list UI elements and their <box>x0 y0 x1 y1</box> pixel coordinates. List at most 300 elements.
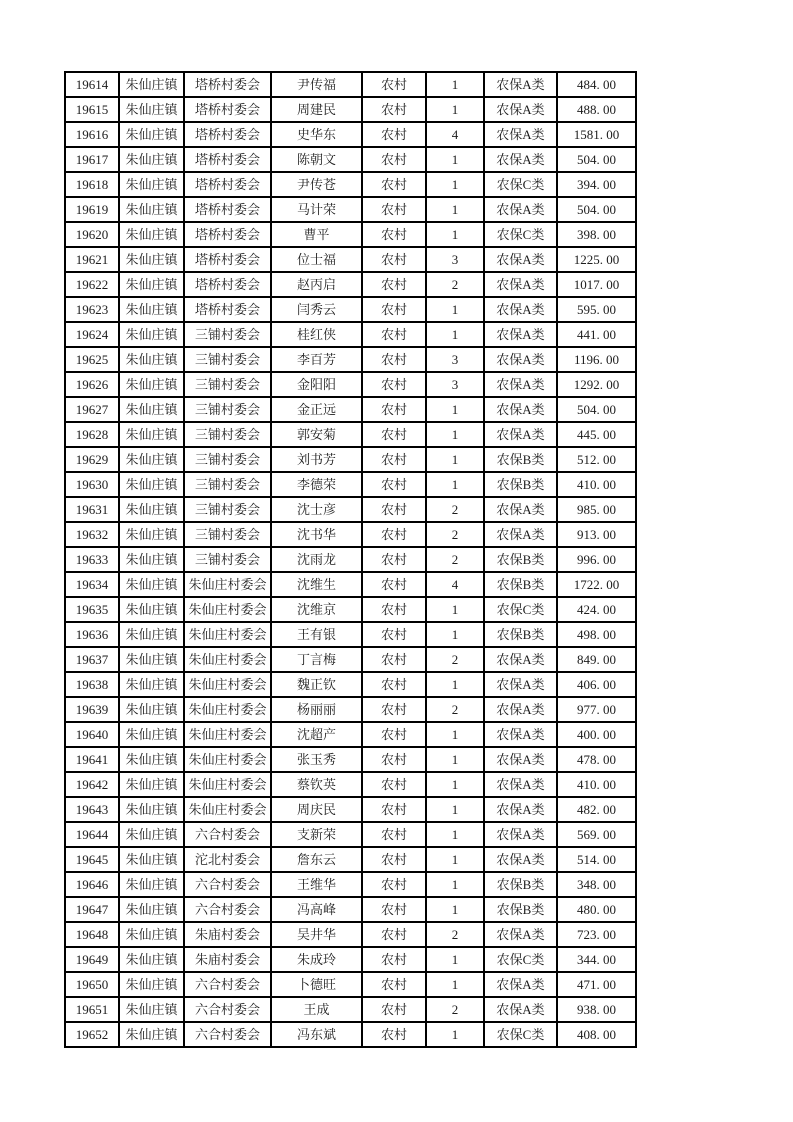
cell-amount: 514. 00 <box>557 847 636 872</box>
cell-category: 农保B类 <box>484 447 557 472</box>
cell-seq: 19639 <box>65 697 119 722</box>
cell-seq: 19622 <box>65 272 119 297</box>
cell-count: 1 <box>426 447 484 472</box>
cell-amount: 504. 00 <box>557 197 636 222</box>
cell-town: 朱仙庄镇 <box>119 147 184 172</box>
cell-amount: 424. 00 <box>557 597 636 622</box>
cell-amount: 1292. 00 <box>557 372 636 397</box>
table-row <box>65 422 636 447</box>
cell-name: 支新荣 <box>271 822 362 847</box>
cell-seq: 19618 <box>65 172 119 197</box>
cell-name: 詹东云 <box>271 847 362 872</box>
cell-count: 3 <box>426 247 484 272</box>
cell-category: 农保A类 <box>484 847 557 872</box>
cell-seq: 19626 <box>65 372 119 397</box>
cell-category: 农保B类 <box>484 622 557 647</box>
cell-village: 塔桥村委会 <box>184 97 271 122</box>
cell-amount: 504. 00 <box>557 147 636 172</box>
cell-seq: 19619 <box>65 197 119 222</box>
cell-town: 朱仙庄镇 <box>119 647 184 672</box>
cell-category: 农保A类 <box>484 247 557 272</box>
cell-residence: 农村 <box>362 872 426 897</box>
cell-category: 农保A类 <box>484 722 557 747</box>
cell-name: 吴井华 <box>271 922 362 947</box>
cell-residence: 农村 <box>362 547 426 572</box>
cell-seq: 19638 <box>65 672 119 697</box>
cell-residence: 农村 <box>362 222 426 247</box>
cell-town: 朱仙庄镇 <box>119 622 184 647</box>
table-row <box>65 397 636 422</box>
table-row <box>65 197 636 222</box>
cell-town: 朱仙庄镇 <box>119 572 184 597</box>
cell-village: 朱仙庄村委会 <box>184 797 271 822</box>
cell-amount: 938. 00 <box>557 997 636 1022</box>
cell-village: 朱仙庄村委会 <box>184 622 271 647</box>
cell-village: 三铺村委会 <box>184 522 271 547</box>
cell-category: 农保A类 <box>484 422 557 447</box>
cell-seq: 19644 <box>65 822 119 847</box>
cell-town: 朱仙庄镇 <box>119 772 184 797</box>
cell-count: 2 <box>426 272 484 297</box>
cell-count: 1 <box>426 322 484 347</box>
cell-count: 1 <box>426 597 484 622</box>
cell-count: 1 <box>426 472 484 497</box>
cell-count: 4 <box>426 572 484 597</box>
cell-town: 朱仙庄镇 <box>119 672 184 697</box>
cell-residence: 农村 <box>362 97 426 122</box>
table-body <box>65 72 636 1047</box>
table-row <box>65 872 636 897</box>
table-row <box>65 372 636 397</box>
cell-count: 1 <box>426 897 484 922</box>
cell-category: 农保A类 <box>484 322 557 347</box>
cell-village: 朱仙庄村委会 <box>184 647 271 672</box>
cell-name: 王维华 <box>271 872 362 897</box>
cell-name: 赵丙启 <box>271 272 362 297</box>
cell-name: 曹平 <box>271 222 362 247</box>
cell-seq: 19648 <box>65 922 119 947</box>
cell-residence: 农村 <box>362 472 426 497</box>
cell-name: 丁言梅 <box>271 647 362 672</box>
cell-name: 金阳阳 <box>271 372 362 397</box>
cell-category: 农保A类 <box>484 672 557 697</box>
cell-residence: 农村 <box>362 197 426 222</box>
cell-category: 农保A类 <box>484 772 557 797</box>
cell-seq: 19628 <box>65 422 119 447</box>
cell-name: 李德荣 <box>271 472 362 497</box>
cell-village: 三铺村委会 <box>184 322 271 347</box>
cell-village: 塔桥村委会 <box>184 147 271 172</box>
cell-category: 农保A类 <box>484 272 557 297</box>
cell-village: 六合村委会 <box>184 997 271 1022</box>
cell-seq: 19632 <box>65 522 119 547</box>
cell-amount: 985. 00 <box>557 497 636 522</box>
table-row <box>65 247 636 272</box>
cell-amount: 344. 00 <box>557 947 636 972</box>
cell-residence: 农村 <box>362 622 426 647</box>
table-row <box>65 97 636 122</box>
table-row <box>65 597 636 622</box>
cell-count: 3 <box>426 347 484 372</box>
cell-name: 沈维生 <box>271 572 362 597</box>
cell-village: 三铺村委会 <box>184 347 271 372</box>
cell-category: 农保A类 <box>484 397 557 422</box>
cell-town: 朱仙庄镇 <box>119 322 184 347</box>
cell-name: 金正远 <box>271 397 362 422</box>
cell-category: 农保A类 <box>484 822 557 847</box>
cell-residence: 农村 <box>362 897 426 922</box>
cell-village: 塔桥村委会 <box>184 172 271 197</box>
table-row <box>65 647 636 672</box>
cell-residence: 农村 <box>362 422 426 447</box>
cell-amount: 569. 00 <box>557 822 636 847</box>
table-row <box>65 947 636 972</box>
cell-name: 尹传苍 <box>271 172 362 197</box>
table-row <box>65 1022 636 1047</box>
cell-town: 朱仙庄镇 <box>119 422 184 447</box>
cell-village: 朱仙庄村委会 <box>184 722 271 747</box>
table-row <box>65 447 636 472</box>
cell-seq: 19629 <box>65 447 119 472</box>
cell-seq: 19643 <box>65 797 119 822</box>
cell-name: 尹传福 <box>271 72 362 97</box>
table-row <box>65 772 636 797</box>
cell-count: 1 <box>426 747 484 772</box>
cell-amount: 996. 00 <box>557 547 636 572</box>
cell-amount: 408. 00 <box>557 1022 636 1047</box>
cell-count: 2 <box>426 997 484 1022</box>
cell-name: 郭安菊 <box>271 422 362 447</box>
cell-village: 三铺村委会 <box>184 472 271 497</box>
cell-residence: 农村 <box>362 122 426 147</box>
cell-seq: 19635 <box>65 597 119 622</box>
table-row <box>65 297 636 322</box>
cell-village: 三铺村委会 <box>184 422 271 447</box>
cell-seq: 19641 <box>65 747 119 772</box>
cell-amount: 410. 00 <box>557 472 636 497</box>
cell-town: 朱仙庄镇 <box>119 797 184 822</box>
cell-category: 农保A类 <box>484 697 557 722</box>
cell-town: 朱仙庄镇 <box>119 897 184 922</box>
table-row <box>65 547 636 572</box>
table-row <box>65 572 636 597</box>
cell-count: 1 <box>426 872 484 897</box>
cell-seq: 19647 <box>65 897 119 922</box>
cell-town: 朱仙庄镇 <box>119 822 184 847</box>
cell-town: 朱仙庄镇 <box>119 197 184 222</box>
cell-village: 朱仙庄村委会 <box>184 772 271 797</box>
table-row <box>65 897 636 922</box>
cell-town: 朱仙庄镇 <box>119 597 184 622</box>
cell-name: 冯东斌 <box>271 1022 362 1047</box>
cell-village: 三铺村委会 <box>184 497 271 522</box>
cell-village: 塔桥村委会 <box>184 197 271 222</box>
table-row <box>65 122 636 147</box>
cell-residence: 农村 <box>362 772 426 797</box>
cell-amount: 394. 00 <box>557 172 636 197</box>
cell-village: 朱仙庄村委会 <box>184 747 271 772</box>
cell-count: 1 <box>426 797 484 822</box>
cell-residence: 农村 <box>362 947 426 972</box>
cell-name: 刘书芳 <box>271 447 362 472</box>
cell-name: 杨丽丽 <box>271 697 362 722</box>
cell-town: 朱仙庄镇 <box>119 222 184 247</box>
cell-name: 周建民 <box>271 97 362 122</box>
cell-village: 朱仙庄村委会 <box>184 597 271 622</box>
cell-town: 朱仙庄镇 <box>119 922 184 947</box>
cell-seq: 19652 <box>65 1022 119 1047</box>
cell-town: 朱仙庄镇 <box>119 697 184 722</box>
cell-amount: 1225. 00 <box>557 247 636 272</box>
cell-category: 农保B类 <box>484 572 557 597</box>
cell-name: 张玉秀 <box>271 747 362 772</box>
cell-amount: 445. 00 <box>557 422 636 447</box>
table-row <box>65 997 636 1022</box>
cell-residence: 农村 <box>362 847 426 872</box>
cell-town: 朱仙庄镇 <box>119 547 184 572</box>
cell-name: 王有银 <box>271 622 362 647</box>
cell-residence: 农村 <box>362 297 426 322</box>
cell-count: 1 <box>426 97 484 122</box>
cell-amount: 1017. 00 <box>557 272 636 297</box>
cell-residence: 农村 <box>362 347 426 372</box>
table-row <box>65 747 636 772</box>
cell-category: 农保B类 <box>484 472 557 497</box>
cell-residence: 农村 <box>362 747 426 772</box>
cell-name: 蔡钦英 <box>271 772 362 797</box>
cell-seq: 19617 <box>65 147 119 172</box>
cell-town: 朱仙庄镇 <box>119 72 184 97</box>
cell-seq: 19634 <box>65 572 119 597</box>
cell-count: 2 <box>426 547 484 572</box>
table-row <box>65 172 636 197</box>
cell-village: 塔桥村委会 <box>184 222 271 247</box>
cell-seq: 19646 <box>65 872 119 897</box>
cell-amount: 977. 00 <box>557 697 636 722</box>
cell-name: 闫秀云 <box>271 297 362 322</box>
cell-amount: 482. 00 <box>557 797 636 822</box>
cell-residence: 农村 <box>362 922 426 947</box>
cell-count: 1 <box>426 297 484 322</box>
cell-seq: 19642 <box>65 772 119 797</box>
cell-category: 农保B类 <box>484 872 557 897</box>
cell-amount: 478. 00 <box>557 747 636 772</box>
cell-town: 朱仙庄镇 <box>119 972 184 997</box>
cell-town: 朱仙庄镇 <box>119 1022 184 1047</box>
cell-seq: 19637 <box>65 647 119 672</box>
cell-count: 2 <box>426 922 484 947</box>
cell-count: 1 <box>426 947 484 972</box>
cell-seq: 19630 <box>65 472 119 497</box>
cell-seq: 19614 <box>65 72 119 97</box>
cell-town: 朱仙庄镇 <box>119 522 184 547</box>
cell-residence: 农村 <box>362 72 426 97</box>
cell-count: 1 <box>426 397 484 422</box>
cell-town: 朱仙庄镇 <box>119 122 184 147</box>
cell-category: 农保C类 <box>484 222 557 247</box>
table-row <box>65 797 636 822</box>
cell-count: 1 <box>426 72 484 97</box>
cell-village: 塔桥村委会 <box>184 72 271 97</box>
cell-village: 朱庙村委会 <box>184 947 271 972</box>
table-row <box>65 922 636 947</box>
cell-amount: 488. 00 <box>557 97 636 122</box>
cell-residence: 农村 <box>362 797 426 822</box>
cell-village: 朱仙庄村委会 <box>184 572 271 597</box>
cell-village: 三铺村委会 <box>184 372 271 397</box>
cell-town: 朱仙庄镇 <box>119 847 184 872</box>
table-row <box>65 522 636 547</box>
cell-seq: 19625 <box>65 347 119 372</box>
cell-name: 沈雨龙 <box>271 547 362 572</box>
cell-town: 朱仙庄镇 <box>119 347 184 372</box>
cell-name: 史华东 <box>271 122 362 147</box>
cell-count: 1 <box>426 972 484 997</box>
cell-amount: 1196. 00 <box>557 347 636 372</box>
cell-town: 朱仙庄镇 <box>119 97 184 122</box>
cell-count: 2 <box>426 697 484 722</box>
cell-count: 1 <box>426 172 484 197</box>
cell-amount: 398. 00 <box>557 222 636 247</box>
cell-name: 沈维京 <box>271 597 362 622</box>
cell-seq: 19621 <box>65 247 119 272</box>
table-row <box>65 622 636 647</box>
table-row <box>65 472 636 497</box>
cell-village: 沱北村委会 <box>184 847 271 872</box>
cell-category: 农保A类 <box>484 797 557 822</box>
cell-category: 农保A类 <box>484 972 557 997</box>
cell-name: 王成 <box>271 997 362 1022</box>
cell-residence: 农村 <box>362 997 426 1022</box>
cell-count: 1 <box>426 847 484 872</box>
cell-seq: 19649 <box>65 947 119 972</box>
cell-seq: 19640 <box>65 722 119 747</box>
cell-town: 朱仙庄镇 <box>119 872 184 897</box>
cell-amount: 913. 00 <box>557 522 636 547</box>
cell-category: 农保A类 <box>484 997 557 1022</box>
cell-count: 2 <box>426 647 484 672</box>
cell-town: 朱仙庄镇 <box>119 272 184 297</box>
cell-town: 朱仙庄镇 <box>119 722 184 747</box>
cell-seq: 19636 <box>65 622 119 647</box>
cell-category: 农保A类 <box>484 72 557 97</box>
table-row <box>65 822 636 847</box>
cell-residence: 农村 <box>362 322 426 347</box>
cell-amount: 400. 00 <box>557 722 636 747</box>
cell-amount: 504. 00 <box>557 397 636 422</box>
cell-name: 冯高峰 <box>271 897 362 922</box>
cell-category: 农保C类 <box>484 947 557 972</box>
cell-residence: 农村 <box>362 397 426 422</box>
cell-amount: 441. 00 <box>557 322 636 347</box>
cell-count: 1 <box>426 1022 484 1047</box>
cell-residence: 农村 <box>362 647 426 672</box>
cell-village: 六合村委会 <box>184 897 271 922</box>
cell-seq: 19624 <box>65 322 119 347</box>
cell-town: 朱仙庄镇 <box>119 247 184 272</box>
cell-seq: 19645 <box>65 847 119 872</box>
table-row <box>65 147 636 172</box>
cell-name: 沈书华 <box>271 522 362 547</box>
cell-residence: 农村 <box>362 672 426 697</box>
cell-category: 农保A类 <box>484 922 557 947</box>
cell-amount: 406. 00 <box>557 672 636 697</box>
cell-amount: 410. 00 <box>557 772 636 797</box>
table-row <box>65 697 636 722</box>
cell-category: 农保C类 <box>484 1022 557 1047</box>
cell-village: 朱仙庄村委会 <box>184 697 271 722</box>
cell-residence: 农村 <box>362 972 426 997</box>
cell-residence: 农村 <box>362 722 426 747</box>
cell-amount: 1722. 00 <box>557 572 636 597</box>
cell-name: 沈超产 <box>271 722 362 747</box>
cell-village: 六合村委会 <box>184 872 271 897</box>
cell-category: 农保A类 <box>484 522 557 547</box>
cell-category: 农保A类 <box>484 97 557 122</box>
cell-count: 1 <box>426 822 484 847</box>
cell-category: 农保A类 <box>484 647 557 672</box>
table-row <box>65 847 636 872</box>
cell-category: 农保C类 <box>484 172 557 197</box>
cell-seq: 19616 <box>65 122 119 147</box>
cell-count: 2 <box>426 522 484 547</box>
cell-seq: 19623 <box>65 297 119 322</box>
cell-town: 朱仙庄镇 <box>119 297 184 322</box>
cell-name: 沈士彦 <box>271 497 362 522</box>
cell-name: 桂红侠 <box>271 322 362 347</box>
cell-residence: 农村 <box>362 572 426 597</box>
cell-residence: 农村 <box>362 247 426 272</box>
cell-seq: 19627 <box>65 397 119 422</box>
cell-amount: 348. 00 <box>557 872 636 897</box>
table-row <box>65 722 636 747</box>
cell-town: 朱仙庄镇 <box>119 997 184 1022</box>
cell-seq: 19620 <box>65 222 119 247</box>
cell-count: 3 <box>426 372 484 397</box>
cell-count: 1 <box>426 222 484 247</box>
cell-category: 农保A类 <box>484 347 557 372</box>
cell-category: 农保A类 <box>484 497 557 522</box>
cell-residence: 农村 <box>362 372 426 397</box>
cell-category: 农保A类 <box>484 122 557 147</box>
cell-seq: 19633 <box>65 547 119 572</box>
cell-category: 农保A类 <box>484 147 557 172</box>
cell-residence: 农村 <box>362 522 426 547</box>
cell-category: 农保A类 <box>484 747 557 772</box>
cell-count: 1 <box>426 772 484 797</box>
cell-residence: 农村 <box>362 172 426 197</box>
cell-residence: 农村 <box>362 597 426 622</box>
cell-village: 塔桥村委会 <box>184 297 271 322</box>
cell-town: 朱仙庄镇 <box>119 472 184 497</box>
cell-category: 农保A类 <box>484 297 557 322</box>
cell-village: 六合村委会 <box>184 972 271 997</box>
cell-name: 周庆民 <box>271 797 362 822</box>
cell-count: 1 <box>426 622 484 647</box>
cell-count: 1 <box>426 422 484 447</box>
cell-count: 1 <box>426 147 484 172</box>
cell-name: 魏正钦 <box>271 672 362 697</box>
table-row <box>65 972 636 997</box>
cell-name: 位士福 <box>271 247 362 272</box>
table-row <box>65 347 636 372</box>
cell-residence: 农村 <box>362 1022 426 1047</box>
cell-count: 1 <box>426 672 484 697</box>
cell-town: 朱仙庄镇 <box>119 947 184 972</box>
cell-residence: 农村 <box>362 822 426 847</box>
cell-amount: 512. 00 <box>557 447 636 472</box>
cell-village: 三铺村委会 <box>184 547 271 572</box>
